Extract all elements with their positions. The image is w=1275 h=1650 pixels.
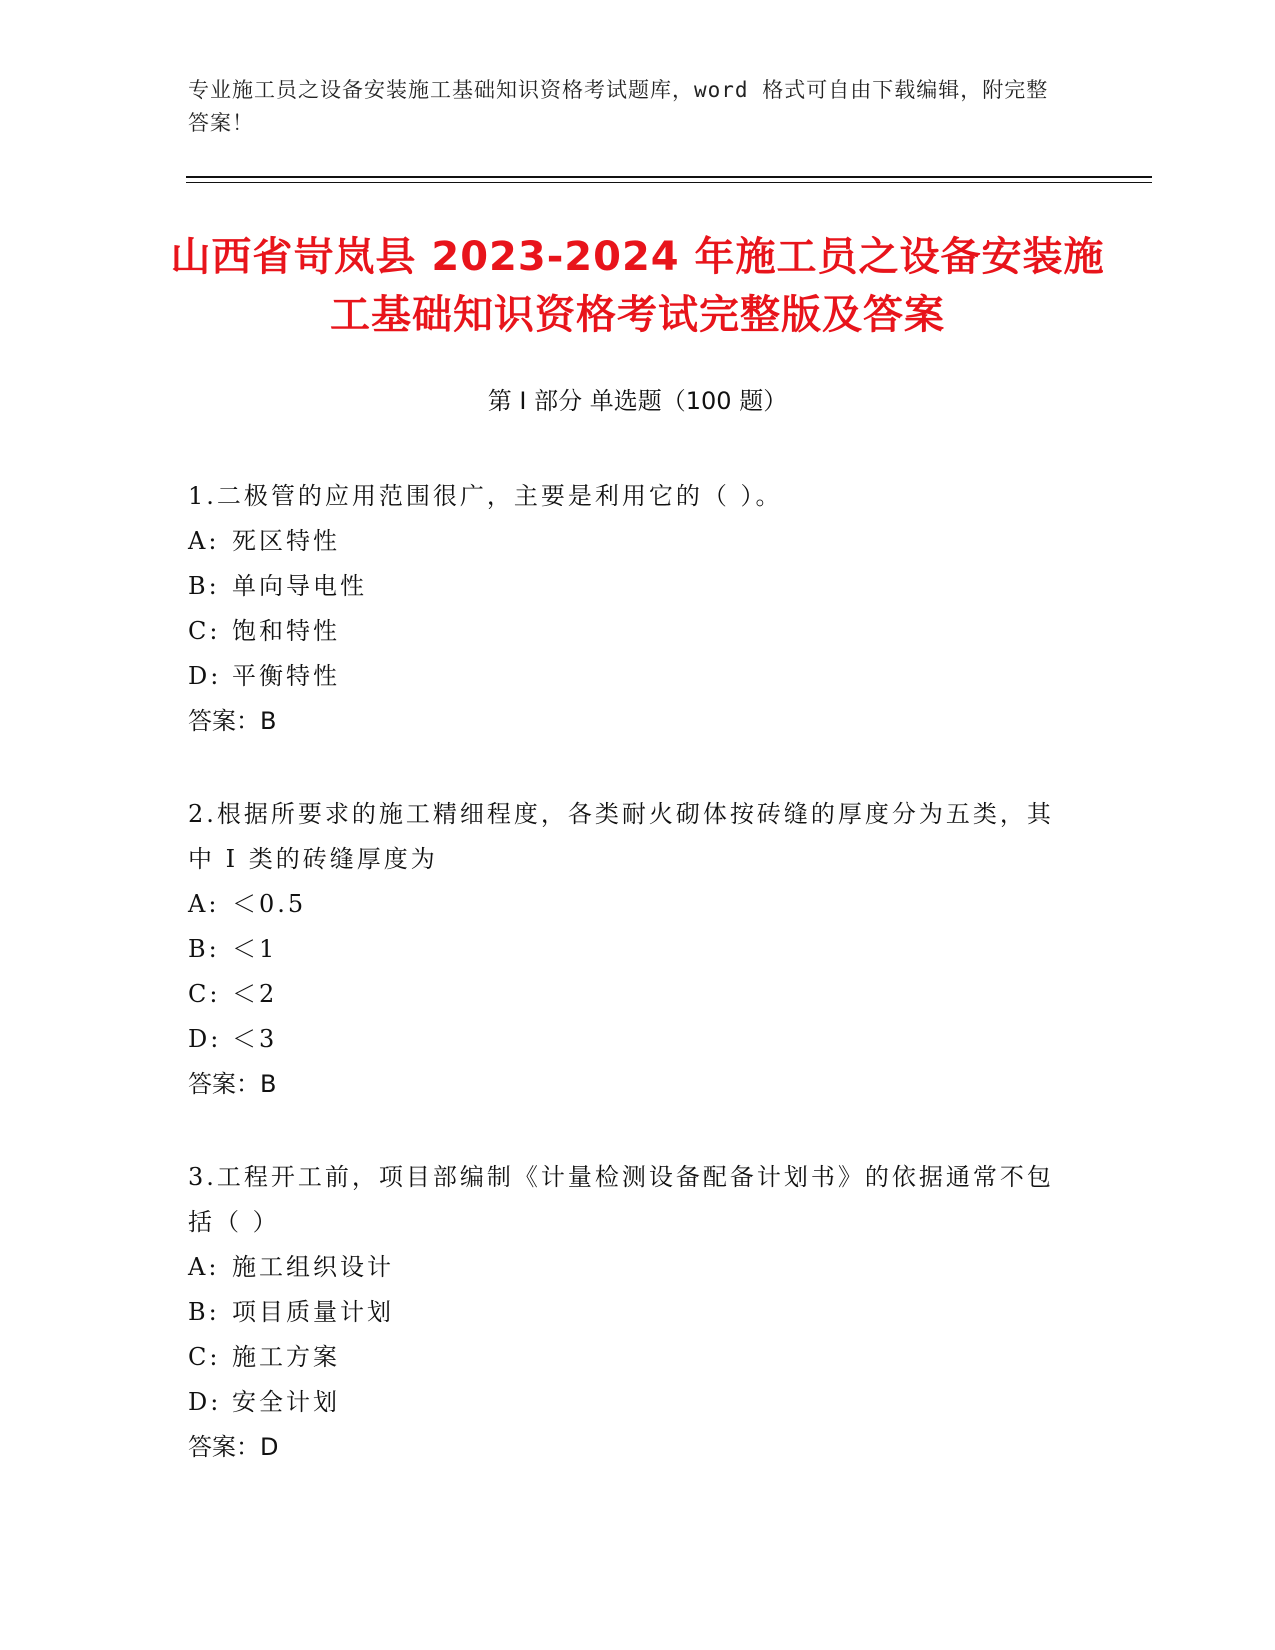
section-title: 第 I 部分 单选题（100 题） bbox=[487, 387, 788, 415]
header-note: 专业施工员之设备安装施工基础知识资格考试题库，word 格式可自由下载编辑，附完整答案！ bbox=[188, 78, 1049, 135]
option-letter: D: bbox=[188, 1388, 222, 1416]
question-stem: 1.二极管的应用范围很广，主要是利用它的（ ）。 bbox=[188, 482, 783, 510]
header-divider-thin bbox=[186, 182, 1152, 183]
question-list bbox=[188, 474, 1068, 1518]
option-letter: B: bbox=[188, 1298, 220, 1326]
option-text: 死区特性 bbox=[232, 527, 340, 555]
option-a bbox=[188, 882, 1068, 927]
option-text: 安全计划 bbox=[232, 1388, 340, 1416]
option-b bbox=[188, 564, 1068, 609]
option-text: 施工组织设计 bbox=[232, 1253, 394, 1281]
option-letter: D: bbox=[188, 1025, 222, 1053]
answer-line: 答案：B bbox=[188, 1070, 277, 1098]
option-letter: A: bbox=[188, 1253, 220, 1281]
option-d bbox=[188, 654, 1068, 699]
option-a bbox=[188, 1245, 1068, 1290]
option-text: 单向导电性 bbox=[232, 572, 367, 600]
option-c bbox=[188, 972, 1068, 1017]
option-text: ＜3 bbox=[232, 1025, 278, 1053]
option-text: ＜1 bbox=[232, 935, 278, 963]
option-letter: C: bbox=[188, 980, 221, 1008]
option-text: ＜2 bbox=[232, 980, 278, 1008]
option-text: ＜0.5 bbox=[232, 890, 307, 918]
option-c bbox=[188, 609, 1068, 654]
question-1 bbox=[188, 474, 1068, 744]
question-stem: 2.根据所要求的施工精细程度，各类耐火砌体按砖缝的厚度分为五类，其中 I 类的砖缝厚度为 bbox=[188, 800, 1054, 873]
option-letter: B: bbox=[188, 572, 220, 600]
option-letter: C: bbox=[188, 617, 221, 645]
answer-line: 答案：D bbox=[188, 1433, 279, 1461]
option-letter: B: bbox=[188, 935, 220, 963]
option-text: 平衡特性 bbox=[232, 662, 340, 690]
answer-line: 答案：B bbox=[188, 707, 277, 735]
option-c bbox=[188, 1335, 1068, 1380]
option-letter: C: bbox=[188, 1343, 221, 1371]
document-title: 山西省岢岚县 2023-2024 年施工员之设备安装施工基础知识资格考试完整版及答案 bbox=[170, 234, 1105, 338]
option-d bbox=[188, 1017, 1068, 1062]
question-2 bbox=[188, 792, 1068, 1107]
option-b bbox=[188, 1290, 1068, 1335]
question-stem: 3.工程开工前，项目部编制《计量检测设备配备计划书》的依据通常不包括（ ） bbox=[188, 1163, 1054, 1236]
option-letter: A: bbox=[188, 890, 220, 918]
option-b bbox=[188, 927, 1068, 972]
option-text: 饱和特性 bbox=[232, 617, 340, 645]
header-divider bbox=[186, 176, 1152, 178]
option-a bbox=[188, 519, 1068, 564]
option-d bbox=[188, 1380, 1068, 1425]
option-letter: A: bbox=[188, 527, 220, 555]
option-letter: D: bbox=[188, 662, 222, 690]
question-3 bbox=[188, 1155, 1068, 1470]
option-text: 施工方案 bbox=[232, 1343, 340, 1371]
option-text: 项目质量计划 bbox=[232, 1298, 394, 1326]
